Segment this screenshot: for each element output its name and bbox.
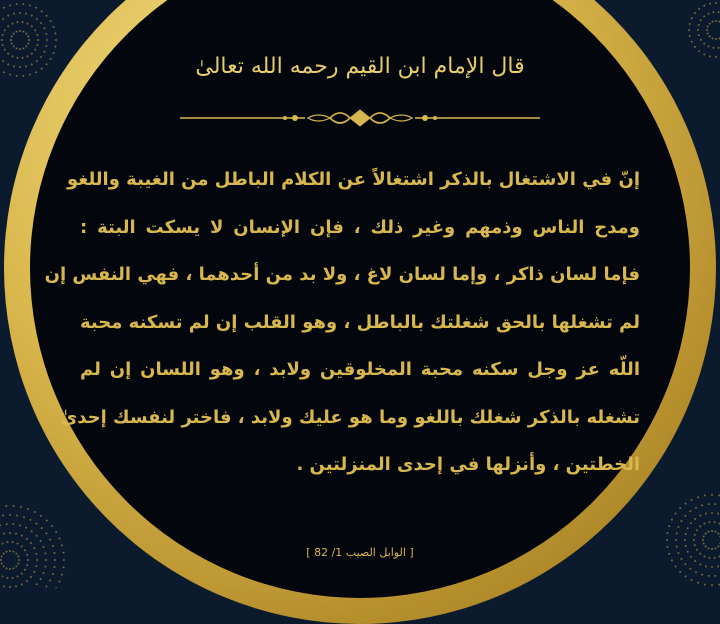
background-dot — [705, 533, 707, 535]
background-dot — [689, 23, 691, 25]
background-dot — [709, 55, 711, 57]
background-dot — [22, 75, 24, 77]
background-dot — [708, 13, 710, 15]
background-dot — [707, 26, 709, 28]
background-dot — [12, 523, 14, 525]
background-dot — [703, 15, 705, 17]
background-dot — [1, 556, 3, 558]
background-dot — [23, 516, 25, 518]
background-dot — [13, 45, 15, 47]
background-dot — [10, 39, 12, 41]
background-dot — [711, 566, 713, 568]
background-dot — [698, 50, 700, 52]
background-dot — [7, 63, 9, 65]
background-dot — [694, 560, 696, 562]
background-dot — [19, 66, 21, 68]
background-dot — [699, 553, 701, 555]
background-dot — [703, 43, 705, 45]
background-dot — [6, 577, 8, 579]
background-dot — [15, 585, 17, 587]
background-dot — [708, 531, 710, 533]
quote-line: تشغله بالذكر شغلك باللغو وما هو عليك ولابد ، فاختر لنفسك إحدىٰ — [80, 394, 640, 442]
background-dot — [717, 533, 719, 535]
background-dot — [4, 49, 6, 51]
background-dot — [694, 46, 696, 48]
background-dot — [7, 25, 9, 27]
background-dot — [717, 513, 719, 515]
background-dot — [6, 567, 8, 569]
background-dot — [22, 31, 24, 33]
background-dot — [31, 63, 33, 65]
background-dot — [711, 512, 713, 514]
background-dot — [693, 539, 695, 541]
background-dot — [2, 543, 4, 545]
divider-ornament-icon — [180, 106, 540, 130]
quote-line: إنّ في الاشتغال بالذكر اشتغالاً عن الكلام الباطل من الغيبة واللغو — [80, 156, 640, 204]
background-dot — [7, 53, 9, 55]
background-dot — [34, 511, 36, 513]
background-dot — [715, 38, 717, 40]
background-dot — [25, 65, 27, 67]
background-dot — [698, 8, 700, 10]
background-dot — [701, 504, 703, 506]
background-dot — [699, 563, 701, 565]
background-dot — [3, 533, 5, 535]
background-dot — [704, 555, 706, 557]
background-dot — [21, 535, 23, 537]
background-dot — [714, 547, 716, 549]
background-dot — [685, 503, 687, 505]
background-dot — [35, 523, 37, 525]
background-dot — [685, 545, 687, 547]
background-dot — [687, 527, 689, 529]
background-dot — [16, 543, 18, 545]
background-dot — [696, 529, 698, 531]
background-dot — [691, 579, 693, 581]
background-dot — [16, 31, 18, 33]
background-dot — [4, 29, 6, 31]
background-dot — [703, 536, 705, 538]
background-dot — [714, 503, 716, 505]
quote-line: فإما لسان ذاكر ، وإما لسان لاغ ، ولا بد من أحدهما ، فهي النفس إن — [80, 251, 640, 299]
background-dot — [1, 562, 3, 564]
background-dot — [36, 583, 38, 585]
background-dot — [26, 538, 28, 540]
background-dot — [16, 47, 18, 49]
background-dot — [684, 563, 686, 565]
background-dot — [24, 549, 26, 551]
background-dot — [36, 44, 38, 46]
background-dot — [3, 71, 5, 73]
background-dot — [20, 506, 22, 508]
background-dot — [709, 23, 711, 25]
background-dot — [691, 499, 693, 501]
background-dot — [697, 582, 699, 584]
background-dot — [34, 29, 36, 31]
background-dot — [26, 23, 28, 25]
background-dot — [17, 556, 19, 558]
background-dot — [31, 25, 33, 27]
background-dot — [700, 39, 702, 41]
background-dot — [694, 544, 696, 546]
background-dot — [19, 12, 21, 14]
background-dot — [15, 533, 17, 535]
background-dot — [706, 29, 708, 31]
background-dot — [685, 533, 687, 535]
background-dot — [690, 522, 692, 524]
background-dot — [12, 567, 14, 569]
background-dot — [711, 494, 713, 496]
background-dot — [715, 20, 717, 22]
background-dot — [704, 495, 706, 497]
background-dot — [12, 541, 14, 543]
background-dot — [19, 48, 21, 50]
background-dot — [689, 35, 691, 37]
background-dot — [9, 4, 11, 6]
background-dot — [31, 15, 33, 17]
background-dot — [694, 534, 696, 536]
background-dot — [25, 527, 27, 529]
quote-line: اللّه عز وجل سكنه محبة المخلوقين ولابد ، وهو اللسان إن لم — [80, 346, 640, 394]
background-dot — [0, 559, 2, 561]
background-dot — [13, 505, 15, 507]
background-dot — [697, 29, 699, 31]
background-dot — [2, 60, 4, 62]
background-dot — [3, 7, 5, 9]
background-dot — [708, 45, 710, 47]
background-dot — [31, 530, 33, 532]
background-dot — [708, 521, 710, 523]
background-dot — [687, 551, 689, 553]
background-dot — [35, 565, 37, 567]
background-dot — [9, 550, 11, 552]
background-dot — [711, 530, 713, 532]
quote-body — [80, 156, 640, 489]
background-dot — [26, 554, 28, 556]
background-dot — [15, 553, 17, 555]
background-dot — [18, 559, 20, 561]
background-dot — [19, 30, 21, 32]
background-dot — [680, 520, 682, 522]
background-dot — [5, 505, 7, 507]
background-dot — [36, 34, 38, 36]
background-dot — [13, 13, 15, 15]
background-dot — [25, 45, 27, 47]
background-dot — [6, 541, 8, 543]
background-dot — [2, 18, 4, 20]
background-dot — [680, 558, 682, 560]
background-dot — [29, 4, 31, 6]
background-dot — [698, 34, 700, 36]
background-dot — [699, 515, 701, 517]
background-dot — [712, 11, 714, 13]
background-dot — [33, 571, 35, 573]
background-dot — [694, 12, 696, 14]
background-dot — [709, 35, 711, 37]
background-dot — [22, 3, 24, 5]
background-dot — [33, 547, 35, 549]
background-dot — [26, 580, 28, 582]
background-dot — [707, 32, 709, 34]
background-dot — [13, 65, 15, 67]
background-dot — [703, 53, 705, 55]
background-dot — [714, 531, 716, 533]
background-dot — [36, 535, 38, 537]
background-dot — [31, 53, 33, 55]
background-dot — [26, 564, 28, 566]
background-dot — [702, 539, 704, 541]
background-dot — [712, 37, 714, 39]
background-dot — [684, 539, 686, 541]
background-dot — [3, 585, 5, 587]
background-dot — [34, 49, 36, 51]
background-dot — [37, 39, 39, 41]
background-dot — [705, 513, 707, 515]
background-dot — [11, 42, 13, 44]
quote-line: الخطتين ، وأنزلها في إحدى المنزلتين . — [80, 441, 640, 489]
background-dot — [714, 575, 716, 577]
background-dot — [2, 44, 4, 46]
background-dot — [2, 34, 4, 36]
background-dot — [15, 565, 17, 567]
background-dot — [691, 17, 693, 19]
background-dot — [684, 515, 686, 517]
background-dot — [712, 21, 714, 23]
background-dot — [12, 577, 14, 579]
background-dot — [6, 551, 8, 553]
background-dot — [714, 557, 716, 559]
background-dot — [22, 21, 24, 23]
background-dot — [708, 503, 710, 505]
background-dot — [35, 553, 37, 555]
background-dot — [701, 574, 703, 576]
background-dot — [705, 565, 707, 567]
background-dot — [718, 11, 720, 13]
background-dot — [11, 36, 13, 38]
background-dot — [36, 18, 38, 20]
background-dot — [35, 71, 37, 73]
quote-title: قال الإمام ابن القيم رحمه الله تعالىٰ — [40, 54, 680, 79]
background-dot — [26, 55, 28, 57]
background-dot — [28, 39, 30, 41]
quote-card — [40, 0, 680, 588]
background-dot — [704, 583, 706, 585]
background-dot — [16, 515, 18, 517]
background-dot — [694, 518, 696, 520]
background-dot — [696, 549, 698, 551]
background-dot — [16, 3, 18, 5]
background-dot — [16, 57, 18, 59]
background-dot — [16, 575, 18, 577]
background-dot — [703, 542, 705, 544]
background-dot — [12, 551, 14, 553]
background-dot — [711, 548, 713, 550]
quote-line: لم تشغلها بالحق شغلتك بالباطل ، وهو القلب إن لم تسكنه محبة — [80, 299, 640, 347]
background-dot — [2, 515, 4, 517]
background-dot — [12, 23, 14, 25]
background-dot — [9, 74, 11, 76]
background-dot — [708, 557, 710, 559]
background-dot — [699, 525, 701, 527]
background-dot — [690, 556, 692, 558]
background-dot — [712, 47, 714, 49]
background-dot — [16, 75, 18, 77]
background-dot — [25, 33, 27, 35]
background-dot — [715, 2, 717, 4]
background-dot — [22, 57, 24, 59]
background-dot — [29, 74, 31, 76]
background-dot — [2, 575, 4, 577]
background-dot — [717, 565, 719, 567]
background-dot — [700, 19, 702, 21]
background-dot — [703, 5, 705, 7]
background-dot — [17, 562, 19, 564]
background-dot — [21, 583, 23, 585]
background-dot — [3, 553, 5, 555]
background-dot — [21, 545, 23, 547]
background-dot — [1, 39, 3, 41]
background-dot — [689, 568, 691, 570]
background-dot — [704, 523, 706, 525]
background-dot — [691, 41, 693, 43]
background-dot — [25, 13, 27, 15]
background-dot — [27, 36, 29, 38]
background-dot — [29, 519, 31, 521]
background-dot — [22, 47, 24, 49]
background-dot — [27, 42, 29, 44]
background-dot — [30, 576, 32, 578]
background-dot — [714, 521, 716, 523]
background-dot — [36, 60, 38, 62]
background-dot — [9, 514, 11, 516]
background-dot — [698, 24, 700, 26]
background-dot — [21, 573, 23, 575]
background-dot — [718, 47, 720, 49]
background-dot — [36, 559, 38, 561]
background-dot — [24, 569, 26, 571]
background-dot — [705, 545, 707, 547]
background-dot — [0, 524, 1, 526]
background-dot — [708, 547, 710, 549]
background-dot — [689, 510, 691, 512]
background-dot — [697, 496, 699, 498]
source-citation: [ الوابل الصيب 1/ 82 ] — [40, 546, 680, 559]
background-dot — [12, 55, 14, 57]
background-dot — [35, 7, 37, 9]
background-dot — [19, 524, 21, 526]
background-dot — [711, 584, 713, 586]
background-dot — [715, 56, 717, 58]
background-dot — [13, 33, 15, 35]
quote-line: ومدح الناس وذمهم وغير ذلك ، فإن الإنسان لا يسكت البتة : — [80, 204, 640, 252]
background-dot — [685, 575, 687, 577]
background-dot — [695, 507, 697, 509]
background-dot — [3, 565, 5, 567]
background-dot — [30, 542, 32, 544]
background-dot — [27, 559, 29, 561]
background-dot — [709, 3, 711, 5]
background-dot — [6, 523, 8, 525]
background-dot — [708, 575, 710, 577]
background-dot — [695, 571, 697, 573]
background-dot — [7, 15, 9, 17]
background-dot — [9, 568, 11, 570]
background-dot — [16, 21, 18, 23]
background-dot — [688, 29, 690, 31]
background-dot — [27, 508, 29, 510]
background-dot — [717, 545, 719, 547]
background-dot — [9, 532, 11, 534]
